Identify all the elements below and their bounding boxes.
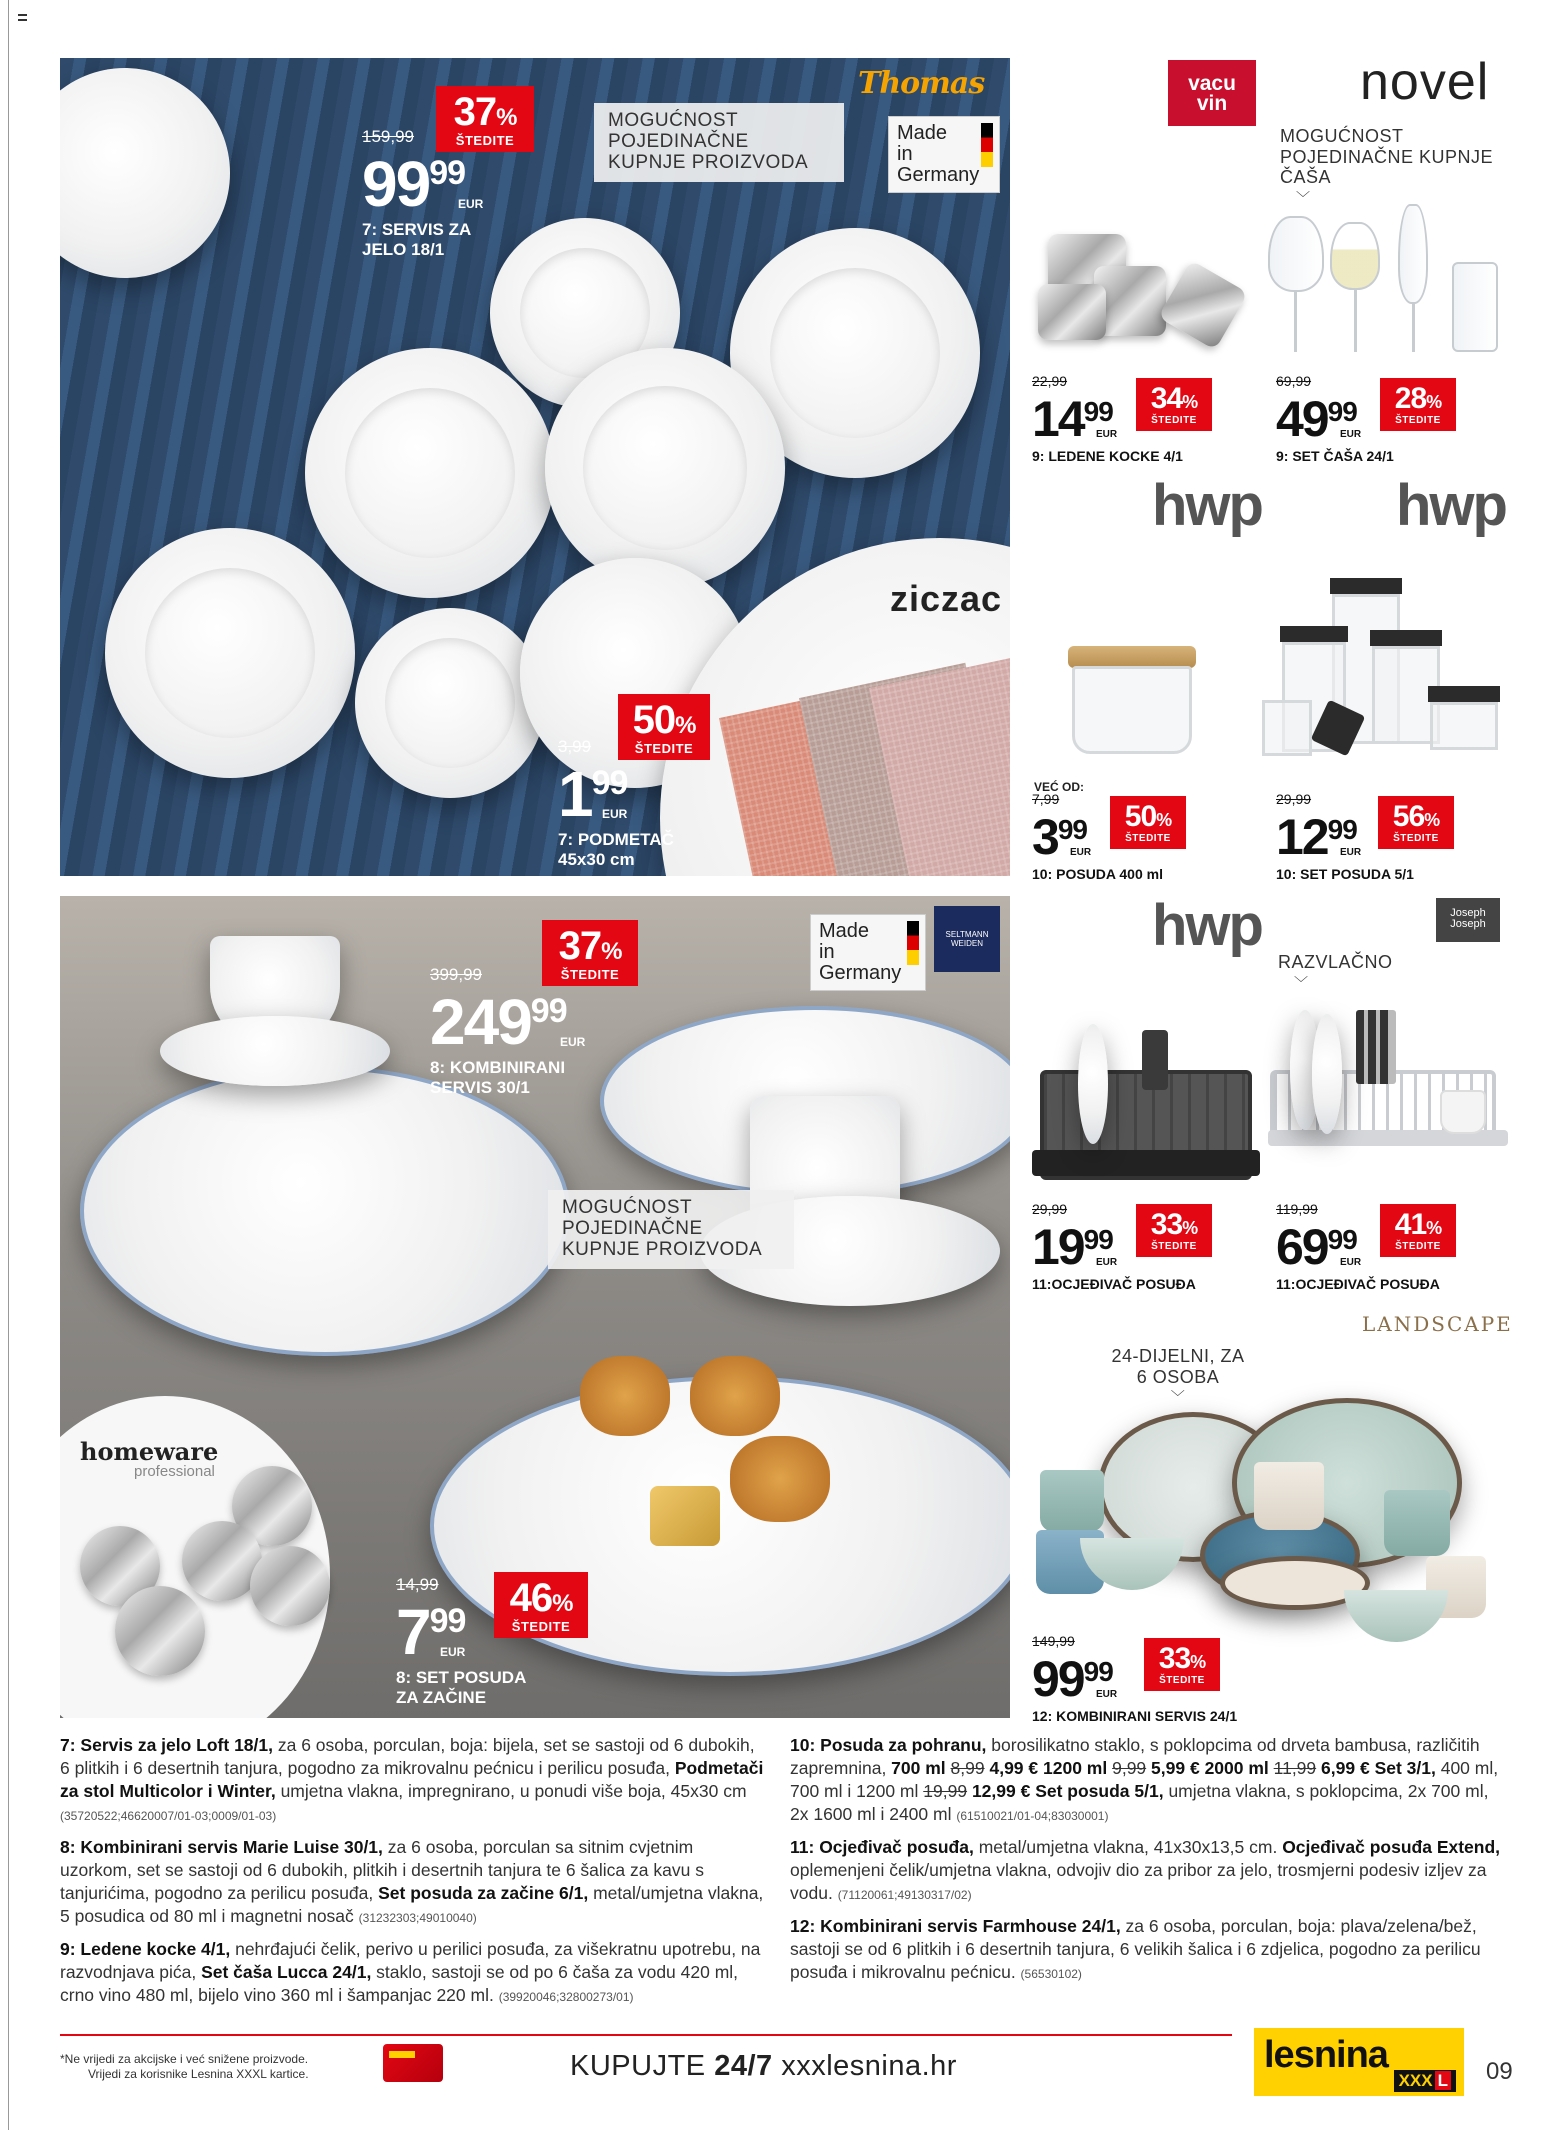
price-dish-rack-extend <box>1276 1201 1440 1293</box>
save-label: ŠTEDITE <box>455 133 515 148</box>
product-label: 11:OCJEĐIVAČ POSUĐA <box>1276 1276 1440 1292</box>
item-title: Ocjeđivač posuđa Extend, <box>1282 1837 1501 1857</box>
item-text: nehrđajući čelik, perivo u perilici posuđa, za višekratnu upotrebu, na razvodnjava pića, <box>60 1939 761 1982</box>
description-item-11 <box>790 1836 1502 1907</box>
product-label: 8: KOMBINIRANI <box>430 1058 566 1077</box>
new-price: 12,99 € <box>971 1781 1031 1801</box>
old-price: 29,99 <box>1276 791 1312 807</box>
ziczac-logo: ziczac <box>890 578 1003 619</box>
price-decimal: 99 <box>1057 814 1087 845</box>
single-purchase-note: MOGUĆNOST POJEDINAČNE KUPNJE PROIZVODA <box>594 103 844 182</box>
page-number: 09 <box>1486 2058 1513 2085</box>
price-integer: 3 <box>1032 809 1058 865</box>
chevron-down-icon: ﹀ <box>1294 974 1309 991</box>
xxx-text: XXX <box>1398 2071 1433 2090</box>
farmhouse-bowl-image <box>1344 1590 1448 1642</box>
farmhouse-mug-image <box>1384 1490 1450 1556</box>
footer-note-line: Vrijedi za korisnike Lesnina XXXL kartice. <box>88 2067 309 2081</box>
mug-in-rack-image <box>1440 1090 1486 1134</box>
price-integer: 12 <box>1276 809 1328 865</box>
plate-in-rack-image <box>1078 1024 1108 1144</box>
item-code: (39920046;32800273/01) <box>498 1990 634 2004</box>
old-price: 14,99 <box>396 1575 439 1594</box>
item-title: 12: Kombinirani servis Farmhouse 24/1, <box>790 1916 1121 1936</box>
discount-percent: 56% <box>1392 800 1440 833</box>
discount-percent: 46% <box>509 1576 573 1620</box>
product-label: 10: SET POSUDA 5/1 <box>1276 866 1414 882</box>
water-glass-image <box>1452 262 1498 352</box>
old-price: 7,99 <box>1032 791 1060 807</box>
currency: EUR <box>1340 429 1362 440</box>
size-label: 2000 ml <box>1204 1758 1269 1778</box>
container-lid-image <box>1280 626 1348 642</box>
set-size-caption-text: 24-DIJELNI, ZA 6 OSOBA <box>1111 1346 1245 1387</box>
shop-online-link[interactable] <box>570 2050 957 2083</box>
made-in-text: Made in Germany <box>897 122 980 186</box>
glass-stem-image <box>1412 302 1415 352</box>
discount-badge <box>618 694 710 760</box>
product-label: 7: SERVIS ZA <box>362 220 472 239</box>
wine-glass-image <box>1330 222 1380 290</box>
chevron-down-icon: ﹀ <box>1170 1389 1186 1406</box>
item-text: za 6 osoba, porculan, boja: bijela, set se sastoji od 6 dubokih, 6 plitkih i 6 desertnih tanjura, pogodno za mikrovalnu pećnicu i perilicu posuđa, <box>60 1735 755 1778</box>
pastry-image <box>580 1356 670 1436</box>
item-text: metal/umjetna vlakna, 5 posudica od 80 ml i magnetni nosač <box>60 1883 764 1926</box>
item-text: 400 ml, 700 ml i 1200 ml <box>790 1758 1499 1801</box>
ice-cube-image <box>1038 284 1106 340</box>
save-label: ŠTEDITE <box>1125 833 1171 844</box>
new-price: 6,99 € <box>1321 1758 1370 1778</box>
german-flag-icon <box>907 921 919 965</box>
spice-jar-image <box>250 1546 330 1626</box>
item-text: borosilikatno staklo, s poklopcima od drveta bambusa, različitih zapremnina, <box>790 1735 1480 1778</box>
currency: EUR <box>1340 1257 1362 1268</box>
size-label: 700 ml <box>891 1758 946 1778</box>
price-integer: 19 <box>1032 1219 1084 1275</box>
glass-caption-text: MOGUĆNOST POJEDINAČNE KUPNJE ČAŠA <box>1280 126 1494 188</box>
save-label: ŠTEDITE <box>1159 1675 1205 1686</box>
discount-percent: 50% <box>1124 800 1172 833</box>
item-title: 9: Ledene kocke 4/1, <box>60 1939 231 1959</box>
discount-percent: 41% <box>1394 1208 1442 1241</box>
ice-cube-image <box>1158 260 1248 350</box>
item-code: (61510021/01-04;83030001) <box>956 1809 1109 1823</box>
price-servis-loft <box>362 127 484 261</box>
price-decimal: 99 <box>1083 1656 1113 1687</box>
item-title: Set posuda 5/1, <box>1035 1781 1164 1801</box>
joseph-joseph-logo: Joseph Joseph <box>1436 898 1500 942</box>
spice-jar-image <box>115 1586 205 1676</box>
item-text: staklo, sastoji se od po 6 čaša za vodu 420 ml, crno vino 480 ml, bijelo vino 360 ml i šampanjac 220 ml. <box>60 1962 739 2005</box>
description-item-9 <box>60 1938 764 2009</box>
german-flag-icon <box>981 123 993 167</box>
cutlery-holder-image <box>1356 1010 1396 1084</box>
item-text: za 6 osoba, porculan sa sitnim cvjetnim uzorkom, set se sastoji od 6 dubokih, plitkih i desertnih tanjura te 6 šalica za kavu s tanjurićima, pogodno za perilicu posuđa, <box>60 1837 704 1903</box>
vacuvin-logo-line: vin <box>1196 91 1228 115</box>
shop-text-bold: 24/7 <box>714 2050 773 2082</box>
novel-logo: novel <box>1360 53 1490 111</box>
old-price: 22,99 <box>1032 373 1068 389</box>
xxxl-logo-badge <box>1394 2070 1456 2092</box>
product-label: JELO 18/1 <box>362 240 445 260</box>
footer-note <box>60 2052 309 2082</box>
wine-glass-image <box>1268 216 1324 292</box>
new-price: 4,99 € <box>989 1758 1039 1778</box>
page-edge-line <box>8 0 9 2130</box>
item-title: Set čaša Lucca 24/1, <box>201 1962 372 1982</box>
price-dish-rack <box>1032 1201 1196 1293</box>
made-in-text: Made in Germany <box>819 920 902 984</box>
expandable-caption <box>1278 952 1398 991</box>
seltmann-logo: SELTMANN WEIDEN <box>934 906 1000 972</box>
description-item-10 <box>790 1734 1502 1828</box>
shop-text: KUPUJTE <box>570 2050 715 2082</box>
price-farmhouse-set <box>1032 1633 1238 1725</box>
item-text: metal/umjetna vlakna, 41x30x13,5 cm. <box>973 1837 1283 1857</box>
item-text: umjetna vlakna, s poklopcima, 2x 700 ml, 2x 1600 ml i 2400 ml <box>790 1781 1489 1824</box>
thomas-logo: Thomas <box>858 66 985 101</box>
currency: EUR <box>560 1035 586 1049</box>
expandable-caption-text: RAZVLAČNO <box>1278 952 1393 972</box>
save-label: ŠTEDITE <box>1151 415 1197 426</box>
hwp-logo: hwp <box>1152 473 1262 538</box>
save-label: ŠTEDITE <box>634 741 694 756</box>
plate-image <box>545 348 785 588</box>
product-label: 9: SET ČAŠA 24/1 <box>1276 448 1394 464</box>
currency: EUR <box>1096 1689 1118 1700</box>
item-title: Set 3/1, <box>1374 1758 1436 1778</box>
price-glass-set <box>1276 373 1394 465</box>
product-label: 9: LEDENE KOCKE 4/1 <box>1032 448 1183 464</box>
bamboo-lid-image <box>1068 646 1196 668</box>
item-title: 10: Posuda za pohranu, <box>790 1735 987 1755</box>
glass-jar-image <box>1072 666 1192 754</box>
item-text: oplemenjeni čelik/umjetna vlakna, odvojiv dio za pribor za jelo, trosmjerni podesiv izljev za vodu. <box>790 1860 1487 1903</box>
made-in-germany-label <box>888 116 1000 193</box>
lesnina-logo-text: lesnina <box>1264 2034 1388 2076</box>
product-label: 12: KOMBINIRANI SERVIS 24/1 <box>1032 1708 1238 1724</box>
vacuvin-logo <box>1168 60 1256 126</box>
item-title: 11: Ocjeđivač posuđa, <box>790 1837 974 1857</box>
old-price: 159,99 <box>362 127 414 146</box>
lesnina-xxxl-logo <box>1254 2028 1464 2096</box>
saucer-image <box>160 1016 390 1086</box>
farmhouse-mug-image <box>1254 1462 1324 1530</box>
price-storage-set <box>1276 791 1414 883</box>
old-price: 11,99 <box>1273 1758 1317 1778</box>
hwp-logo: hwp <box>1396 473 1506 538</box>
price-decimal: 99 <box>1327 1224 1357 1255</box>
save-label: ŠTEDITE <box>511 1619 571 1634</box>
menu-mark-icon <box>18 14 27 21</box>
price-decimal: 99 <box>1327 814 1357 845</box>
price-decimal: 99 <box>591 764 628 802</box>
description-right <box>790 1734 1502 1994</box>
price-storage-jar <box>1032 791 1163 883</box>
price-decimal: 99 <box>1083 396 1113 427</box>
description-item-8 <box>60 1836 764 1930</box>
pastry-image <box>650 1486 720 1546</box>
discount-percent: 34% <box>1150 382 1198 415</box>
footer-note-line: *Ne vrijedi za akcijske i već snižene proizvode. <box>60 2052 309 2066</box>
price-integer: 49 <box>1276 391 1328 447</box>
chevron-down-icon: ﹀ <box>1296 190 1311 207</box>
deep-plate-image <box>80 1066 570 1356</box>
price-decimal: 99 <box>429 1602 466 1640</box>
product-label: 11:OCJEĐIVAČ POSUĐA <box>1032 1276 1196 1292</box>
champagne-glass-image <box>1398 204 1428 304</box>
shop-url: xxxlesnina.hr <box>772 2050 957 2082</box>
description-item-7 <box>60 1734 764 1828</box>
product-label: ZA ZAČINE <box>396 1688 487 1708</box>
hwp-logo: hwp <box>1152 893 1262 958</box>
old-price: 149,99 <box>1032 1633 1075 1649</box>
discount-badge <box>542 920 638 986</box>
save-label: ŠTEDITE <box>1395 415 1441 426</box>
currency: EUR <box>1070 847 1092 858</box>
glass-stem-image <box>1354 288 1357 352</box>
discount-percent: 33% <box>1158 1642 1206 1675</box>
dish-rack-tray-image <box>1032 1150 1260 1176</box>
container-lid-image <box>1428 686 1500 702</box>
save-label: ŠTEDITE <box>1395 1241 1441 1252</box>
price-integer: 14 <box>1032 391 1084 447</box>
currency: EUR <box>1096 1257 1118 1268</box>
discount-percent: 33% <box>1150 1208 1198 1241</box>
old-price: 3,99 <box>558 737 592 756</box>
currency: EUR <box>1096 429 1118 440</box>
old-price: 9,99 <box>1112 1758 1147 1778</box>
product-label: 8: SET POSUDA <box>396 1668 527 1687</box>
plate-image <box>355 608 545 798</box>
product-label: 7: PODMETAČ <box>558 830 674 849</box>
price-integer: 99 <box>1032 1651 1084 1707</box>
old-price: 399,99 <box>430 965 482 984</box>
price-integer: 1 <box>558 758 592 830</box>
old-price: 29,99 <box>1032 1201 1068 1217</box>
item-code: (71120061;49130317/02) <box>837 1888 972 1902</box>
price-spice-set <box>396 1575 527 1709</box>
price-decimal: 99 <box>1083 1224 1113 1255</box>
made-in-germany-label <box>810 914 926 991</box>
discount-percent: 37% <box>558 924 622 968</box>
single-purchase-note: MOGUĆNOST POJEDINAČNE KUPNJE PROIZVODA <box>548 1190 794 1269</box>
discount-percent: 28% <box>1394 382 1442 415</box>
container-lid-image <box>1370 630 1442 646</box>
item-code: (35720522;46620007/01-03;0009/01-03) <box>60 1809 277 1823</box>
homeware-logo-sub: professional <box>134 1463 215 1480</box>
price-integer: 7 <box>396 1596 430 1668</box>
old-price: 8,99 <box>950 1758 985 1778</box>
product-label: 10: POSUDA 400 ml <box>1032 866 1163 882</box>
homeware-logo-text: homeware <box>80 1437 219 1466</box>
item-code: (31232303;49010040) <box>358 1911 477 1925</box>
currency: EUR <box>458 197 484 211</box>
old-price: 19,99 <box>923 1781 968 1801</box>
discount-percent: 50% <box>632 698 696 742</box>
plate-in-rack-image <box>1312 1014 1342 1134</box>
item-title: Podmetači za stol Multicolor i Winter, <box>60 1758 764 1801</box>
container-image <box>1430 702 1498 750</box>
glass-caption <box>1280 126 1542 206</box>
loyalty-card-icon <box>383 2044 443 2082</box>
item-title: 8: Kombinirani servis Marie Luise 30/1, <box>60 1837 383 1857</box>
save-label: ŠTEDITE <box>560 967 620 982</box>
price-decimal: 99 <box>429 154 466 192</box>
currency: EUR <box>440 1645 466 1659</box>
description-item-12 <box>790 1915 1502 1986</box>
discount-badge <box>436 86 534 152</box>
currency: EUR <box>1340 847 1362 858</box>
container-image <box>1262 700 1312 756</box>
product-label: SERVIS 30/1 <box>430 1078 530 1098</box>
footer-divider <box>60 2034 1232 2036</box>
price-from-label: VEĆ OD: <box>1034 780 1085 794</box>
glass-stem-image <box>1294 290 1297 352</box>
currency: EUR <box>602 807 628 821</box>
l-text: L <box>1435 2071 1451 2090</box>
save-label: ŠTEDITE <box>1151 1241 1197 1252</box>
plate-image <box>60 68 230 278</box>
set-size-caption <box>1108 1346 1248 1405</box>
discount-percent: 37% <box>453 90 517 134</box>
homeware-logo <box>80 1437 219 1480</box>
price-servis-marie-luise <box>430 965 586 1099</box>
price-integer: 69 <box>1276 1219 1328 1275</box>
price-decimal: 99 <box>1327 396 1357 427</box>
price-decimal: 99 <box>530 992 567 1030</box>
panel-dinnerware-thomas <box>60 58 1010 876</box>
plate-image <box>105 528 355 778</box>
item-text: umjetna vlakna, impregnirano, u ponudi više boja, 45x30 cm <box>275 1781 747 1801</box>
vacuvin-logo-line: vacu <box>1188 72 1236 95</box>
pastry-image <box>730 1436 830 1522</box>
item-text: za 6 osoba, porculan, boja: plava/zelena/bež, sastoji se od 6 plitkih i 6 desertnih tanjura, 6 velikih šalica i 6 zdjelica, pogodno za perilicu posuđa i mikrovalnu pećnicu. <box>790 1916 1481 1982</box>
container-lid-image <box>1330 578 1402 594</box>
landscape-logo: LANDSCAPE <box>1362 1312 1513 1336</box>
old-price: 69,99 <box>1276 373 1312 389</box>
item-title: Set posuda za začine 6/1, <box>378 1883 589 1903</box>
price-integer: 249 <box>430 986 531 1058</box>
farmhouse-mug-image <box>1040 1470 1104 1532</box>
plate-image <box>305 348 555 598</box>
item-code: (56530102) <box>1020 1967 1082 1981</box>
item-title: 7: Servis za jelo Loft 18/1, <box>60 1735 273 1755</box>
size-label: 1200 ml <box>1043 1758 1108 1778</box>
old-price: 119,99 <box>1276 1201 1318 1217</box>
description-left <box>60 1734 764 2017</box>
product-label: 45x30 cm <box>558 850 635 870</box>
pastry-image <box>690 1356 780 1436</box>
new-price: 5,99 € <box>1151 1758 1200 1778</box>
save-label: ŠTEDITE <box>1393 833 1439 844</box>
soap-dispenser-image <box>1142 1030 1168 1090</box>
price-integer: 99 <box>362 148 430 220</box>
